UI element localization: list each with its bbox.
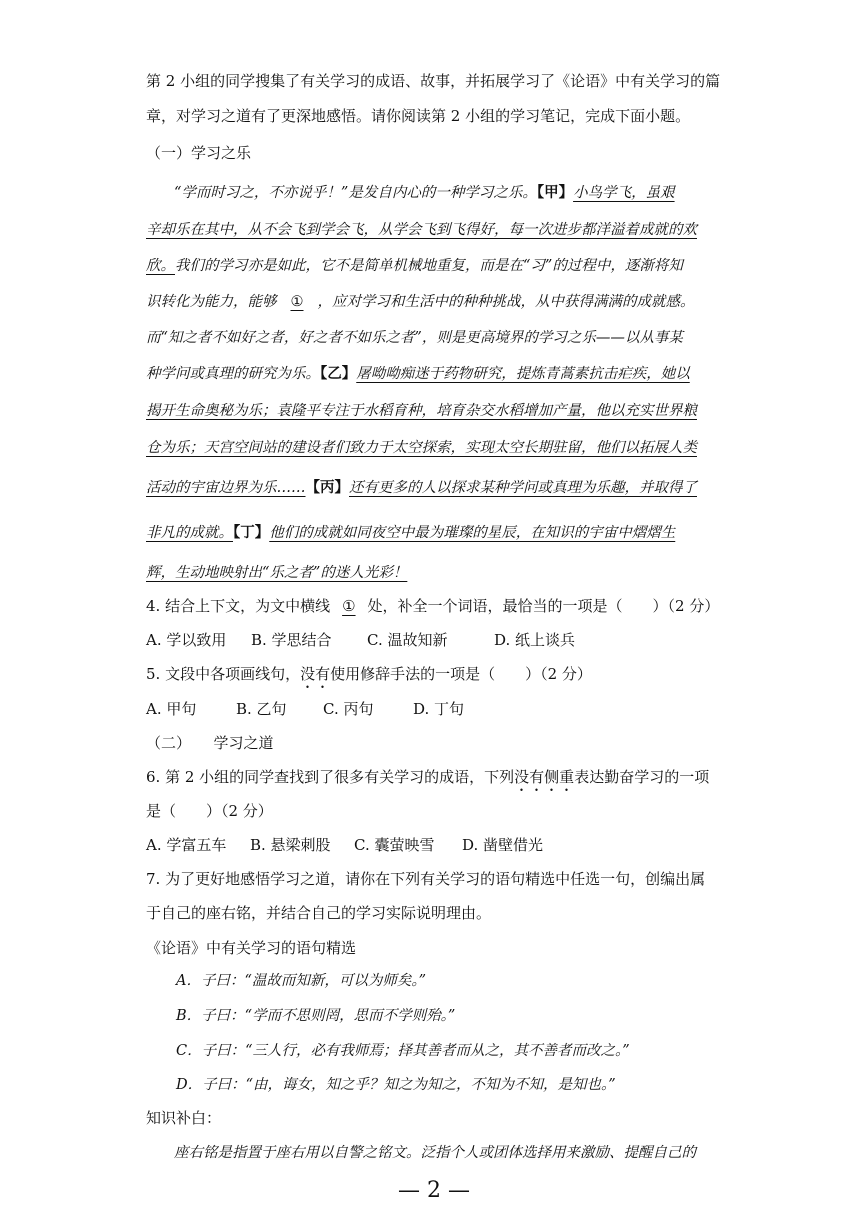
option-d[interactable]: D. 丁句 bbox=[413, 700, 465, 718]
question-text: 使用修辞手法的一项是（ ）（2 分） bbox=[330, 665, 592, 683]
underlined-sentence-bing: 还有更多的人以探求某种学问或真理为乐趣，并取得了 bbox=[349, 480, 697, 496]
underlined-sentence-ding: 他们的成就如同夜空中最为璀璨的星辰，在知识的宇宙中熠熠生 bbox=[269, 525, 676, 541]
question-4-stem bbox=[146, 596, 719, 616]
passage-text: 我们的学习亦是如此，它不是简单机械地重复，而是在“习”的过程中，逐渐将知 bbox=[175, 258, 683, 274]
blank-ref bbox=[330, 596, 367, 616]
question-6-options bbox=[146, 835, 543, 855]
passage-line-3 bbox=[146, 256, 683, 276]
question-text: 5. 文段中各项画线句， bbox=[146, 665, 301, 683]
passage-line-2: 辛却乐在其中，从不会飞到学会飞，从学会飞到飞得好，每一次进步都洋溢着成就的欢 bbox=[146, 222, 697, 238]
question-5-options bbox=[146, 699, 464, 719]
question-text: 表达勤奋学习的一项 bbox=[574, 768, 710, 786]
option-c[interactable]: C. 温故知新 bbox=[367, 631, 448, 649]
option-a[interactable]: A. 甲句 bbox=[146, 700, 197, 718]
supplement-title: 知识补白： bbox=[146, 1109, 222, 1127]
passage-line-11: 辉，生动地映射出“乐之者”的迷人光彩！ bbox=[146, 565, 408, 581]
option-b[interactable]: B. 乙句 bbox=[236, 700, 287, 718]
option-c[interactable]: C. 丙句 bbox=[323, 700, 374, 718]
passage-line-1 bbox=[174, 183, 675, 203]
mark-ding: 【丁】 bbox=[233, 524, 270, 541]
question-7-stem-1: 7. 为了更好地感悟学习之道，请你在下列有关学习的语句精选中任选一句，创编出属 bbox=[146, 870, 706, 888]
section-title-1: （一）学习之乐 bbox=[146, 144, 252, 162]
quote-c: C．子曰：“三人行，必有我师焉；择其善者而从之，其不善者而改之。” bbox=[176, 1043, 630, 1059]
intro-line-2: 章，对学习之道有了更深地感悟。请你阅读第 2 小组的学习笔记，完成下面小题。 bbox=[146, 107, 691, 125]
option-d[interactable]: D. 纸上谈兵 bbox=[494, 631, 576, 649]
question-text: 4. 结合上下文，为文中横线 bbox=[146, 597, 331, 615]
intro-line-1: 第 2 小组的同学搜集了有关学习的成语、故事，并拓展学习了《论语》中有关学习的篇 bbox=[146, 72, 721, 90]
page-number: — 2 — bbox=[398, 1178, 470, 1203]
option-d[interactable]: D. 凿壁借光 bbox=[462, 836, 544, 854]
underlined-text: 非凡的成就。 bbox=[146, 525, 233, 541]
underlined-sentence-yi: 屠呦呦痴迷于药物研究，提炼青蒿素抗击疟疾，她以 bbox=[356, 366, 690, 382]
underlined-sentence-jia: 小鸟学飞，虽艰 bbox=[573, 185, 675, 201]
supplement-text: 座右铭是指置于座右用以自警之铭文。泛指个人或团体选择用来激励、提醒自己的 bbox=[174, 1145, 696, 1161]
option-c[interactable]: C. 囊萤映雪 bbox=[354, 836, 435, 854]
passage-line-9 bbox=[146, 478, 697, 498]
emphasis-text: 没有侧重 bbox=[514, 768, 575, 786]
passage-text: ，应对学习和生活中的种种挑战，从中获得满满的成就感。 bbox=[317, 294, 695, 310]
passage-line-7: 揭开生命奥秘为乐；袁隆平专注于水稻育种，培育杂交水稻增加产量，他以充实世界粮 bbox=[146, 403, 697, 419]
underlined-text: 活动的宇宙边界为乐…… bbox=[146, 480, 306, 496]
option-a[interactable]: A. 学富五车 bbox=[146, 836, 227, 854]
passage-line-5: 而“知之者不如好之者，好之者不如乐之者”，则是更高境界的学习之乐——以从事某 bbox=[146, 330, 683, 346]
quote-b: B．子曰：“学而不思则罔，思而不学则殆。” bbox=[176, 1008, 456, 1024]
question-7-stem-2: 于自己的座右铭，并结合自己的学习实际说明理由。 bbox=[146, 904, 492, 922]
emphasis-text: 没有 bbox=[300, 665, 331, 683]
passage-line-10 bbox=[146, 523, 675, 543]
question-6-stem-2: 是（ ）（2 分） bbox=[146, 802, 273, 820]
mark-yi: 【乙】 bbox=[320, 365, 357, 382]
quotes-box-title: 《论语》中有关学习的语句精选 bbox=[146, 939, 357, 957]
mark-bing: 【丙】 bbox=[305, 479, 349, 496]
passage-text: 识转化为能力，能够 bbox=[146, 294, 277, 310]
option-b[interactable]: B. 学思结合 bbox=[251, 631, 332, 649]
question-4-options bbox=[146, 630, 575, 650]
mark-jia: 【甲】 bbox=[536, 184, 574, 201]
option-b[interactable]: B. 悬梁刺股 bbox=[250, 836, 331, 854]
section-title-2: （二） 学习之道 bbox=[146, 734, 274, 752]
question-text: 6. 第 2 小组的同学查找到了很多有关学习的成语，下列 bbox=[146, 768, 515, 786]
question-6-stem-1 bbox=[146, 767, 709, 795]
option-a[interactable]: A. 学以致用 bbox=[146, 631, 227, 649]
blank-label: ① bbox=[290, 294, 304, 310]
blank-1[interactable] bbox=[277, 292, 318, 312]
passage-line-6 bbox=[146, 364, 690, 384]
quote-d: D．子曰：“由，诲女，知之乎？知之为知之，不知为不知，是知也。” bbox=[176, 1077, 616, 1093]
quote-a: A．子曰：“温故而知新，可以为师矣。” bbox=[176, 973, 427, 989]
passage-line-4 bbox=[146, 292, 695, 312]
passage-line-8: 仓为乐；天宫空间站的建设者们致力于太空探索，实现太空长期驻留，他们以拓展人类 bbox=[146, 440, 697, 456]
question-5-stem bbox=[146, 664, 592, 692]
underlined-text: 欣。 bbox=[146, 258, 175, 274]
passage-text: “学而时习之，不亦说乎！”是发自内心的一种学习之乐。 bbox=[174, 185, 537, 201]
passage-text: 种学问或真理的研究为乐。 bbox=[146, 366, 320, 382]
question-text: 处，补全一个词语，最恰当的一项是（ ）（2 分） bbox=[367, 597, 720, 615]
blank-label: ① bbox=[342, 597, 356, 615]
